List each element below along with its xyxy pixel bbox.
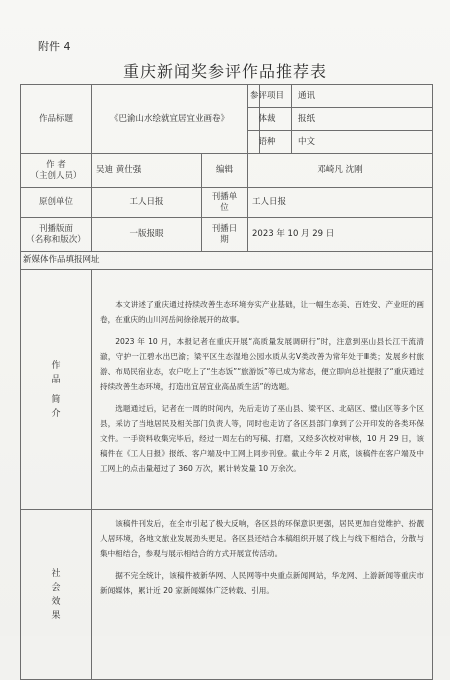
intro-paragraph-2: 2023 年 10 月，本报记者在重庆开展“高质量发展调研行”时，注意到巫山县长江干流清澈，守护一江碧水出巴渝；梁平区生态湿地公园水质从劣Ⅴ类改善为常年处于Ⅲ类；发展乡村旅游、布局民宿业态，农户吃上了“生态饭”“旅游饭”等已成为常态，便立即向总社提报了“重庆通过持续改善生态环境，打造出宜居宜业高品质生活”的选题。 [100, 336, 424, 391]
intro-paragraph-3: 选题通过后，记者在一周的时间内，先后走访了巫山县、梁平区、北碚区、璧山区等多个区县，采访了当地居民及相关部门负责人等，同时也走访了各区县部门拿到了公开印发的各类环保文件。一手资料收集完毕后，经过一周左右的写稿、打磨，又经多次校对审核，10 月 29 日，该稿件在《工人日报》报纸、客户端及中工网上同步刊登。截止今年 2 月底，该稿件在客户端及中工网上的点击量超过了 360 万次，累计转发量 10 万余次。 [100, 403, 424, 473]
effect-char-3: 效 [51, 596, 61, 607]
author-label-line1: 作 者 [46, 159, 66, 170]
effect-label [21, 510, 92, 680]
date-label-line1: 刊播日 [211, 223, 238, 234]
page-title: 重庆新闻奖参评作品推荐表 [122, 62, 327, 81]
effect-paragraph-1: 该稿件刊发后，在全市引起了极大反响，各区县的环保意识更强，居民更加自觉维护、扮靓人居环境，各地文旅业发展劲头更足。各区县还结合本稿组织开展了线上与线下相结合，分散与集中相结合，参观与展示相结合的方式开展宣传活动。 [100, 519, 424, 558]
genre-label: 体裁 [243, 108, 292, 130]
intro-label [21, 270, 92, 510]
publish-unit-label [202, 188, 248, 218]
intro-char-1: 作 [51, 360, 61, 371]
publish-unit-label-line2: 位 [220, 202, 229, 213]
editor-label: 编辑 [202, 154, 248, 188]
author-label [21, 154, 92, 188]
publish-unit-value: 工人日报 [248, 188, 433, 218]
genre-row [260, 108, 433, 131]
work-title-label: 作品标题 [21, 85, 92, 154]
language-value: 中文 [298, 136, 316, 147]
recommendation-form-table [20, 84, 433, 680]
page-value: 一版报眼 [92, 218, 202, 252]
intro-char-3: 简 [51, 394, 61, 405]
date-label-line2: 期 [220, 234, 229, 245]
original-unit-label: 原创单位 [21, 188, 92, 218]
language-row [260, 131, 433, 154]
intro-char-4: 介 [51, 408, 61, 419]
intro-content [92, 270, 433, 510]
category-row [249, 85, 433, 108]
authors-value: 吴迪 黄仕强 [92, 154, 202, 188]
work-title-value: 《巴渝山水绘就宜居宜业画卷》 [92, 85, 248, 154]
category-value: 通讯 [298, 90, 316, 101]
effect-content [92, 510, 433, 680]
original-unit-value: 工人日报 [92, 188, 202, 218]
date-label [202, 218, 248, 252]
category-label: 参评项目 [243, 85, 292, 107]
author-label-line2: （主创人员） [30, 170, 82, 181]
page-label-line1: 刊播版面 [38, 223, 73, 234]
effect-char-4: 果 [51, 610, 61, 621]
genre-value: 报纸 [298, 113, 316, 124]
page-label-line2: （名称和版次） [26, 234, 86, 245]
page-label [21, 218, 92, 252]
date-value: 2023 年 10 月 29 日 [248, 218, 433, 252]
intro-char-2: 品 [51, 374, 61, 385]
language-label: 语种 [243, 131, 292, 153]
new-media-label: 新媒体作品填报网址 [23, 255, 100, 266]
new-media-row [21, 252, 433, 270]
effect-char-2: 会 [51, 582, 61, 593]
publish-unit-label-line1: 刊播单 [211, 191, 238, 202]
effect-paragraph-2: 据不完全统计，该稿件被新华网、人民网等中央重点新闻网站，华龙网、上游新闻等重庆市新闻媒体，累计近 20 家新闻媒体广泛转载、引用。 [100, 571, 424, 595]
effect-char-1: 社 [51, 568, 61, 579]
intro-paragraph-1: 本文讲述了重庆通过持续改善生态环境夯实产业基础，让一幅生态美、百姓安、产业旺的画卷，在重庆的山川河岳间徐徐展开的故事。 [100, 299, 424, 324]
attachment-label: 附件 4 [38, 40, 71, 53]
editors-value: 邓崎凡 沈刚 [248, 154, 433, 188]
